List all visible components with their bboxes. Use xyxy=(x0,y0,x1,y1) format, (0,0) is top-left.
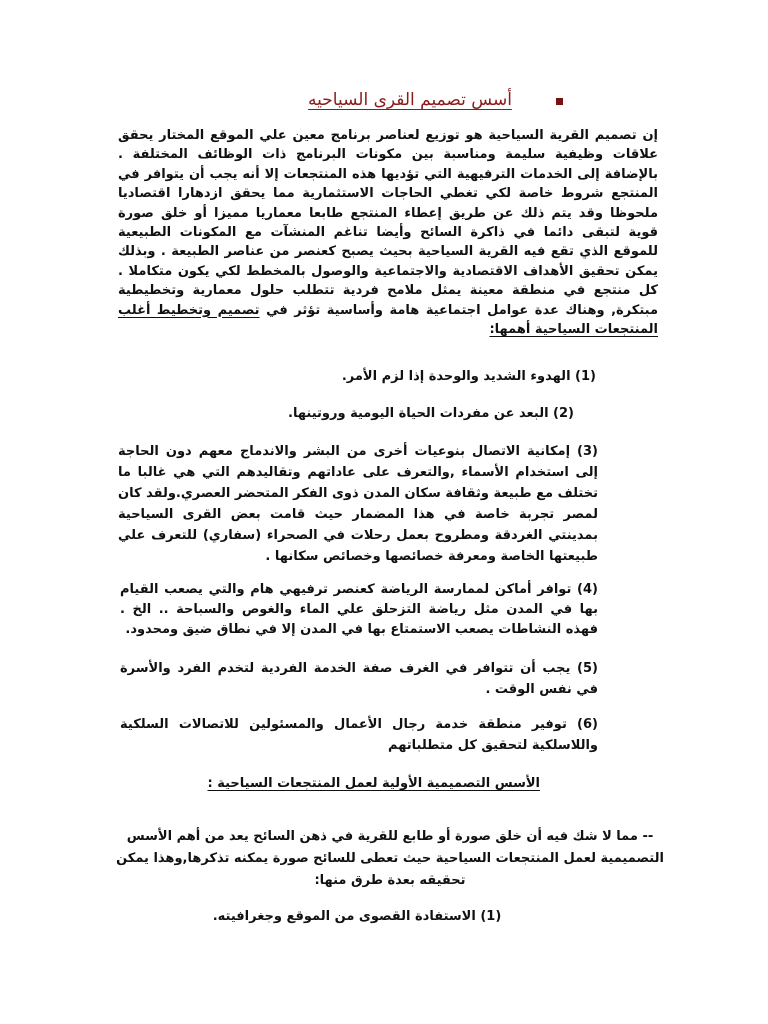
section-heading: الأسس التصميمية الأولية لعمل المنتجعات السياحية : xyxy=(207,776,540,791)
list-item-method-1: (1) الاستفادة القصوى من الموقع وجغرافيته. xyxy=(212,909,502,924)
list-item-2: (2) البعد عن مفردات الحياة اليومية وروتينها. xyxy=(288,406,574,421)
list-item-5: (5) يجب أن تتوافر في الغرف صفة الخدمة الفردية لتخدم الفرد والأسرة في نفس الوقت . xyxy=(120,661,598,697)
page-title: أسس تصميم القرى السياحيه xyxy=(308,90,512,110)
square-bullet-icon xyxy=(556,98,563,105)
list-item-4: (4) توافر أماكن لممارسة الرياضة كعنصر ترفيهي هام والتي يصعب القيام بها في المدن مثل رياضة التزحلق علي الماء والغوص والسباحة .. الخ . فهذه النشاطات يصعب الاستمتاع بها في المدن إلا في نطاق ضيق ومحدود. xyxy=(120,582,598,637)
list-item-6: (6) توفير منطقة خدمة رجال الأعمال والمسئولين للاتصالات السلكية واللاسلكية لتحقيق كل متطلباتهم xyxy=(120,717,598,753)
list-item-1: (1) الهدوء الشديد والوحدة إذا لزم الأمر. xyxy=(341,369,596,384)
intro-paragraph xyxy=(118,126,658,339)
intro-underlined-tail: تصميم وتخطيط أغلب المنتجعات السياحية أهمها: xyxy=(118,302,658,338)
list-item-3: (3) إمكانية الاتصال بنوعيات أخرى من البشر والاندماج معهم دون الحاجة إلى استخدام الأسماء ,والتعرف على عاداتهم وتقاليدهم التي هي غالبا ما تختلف مع طبيعة وثقافة سكان المدن ذوى الفكر المتحضر العصري.ولقد كان لمصر تجربة خاصة في هذا المضمار حيث قامت بعض القرى السياحية بمدينتي الغردقة ومطروح بعمل رحلات في الصحراء (سفاري) للتعرف علي طبيعتها الخاصة ومعرفة خصائصها وخصائص سكانها . xyxy=(118,444,598,564)
title-row xyxy=(0,90,768,120)
intro-text: إن تصميم القرية السياحية هو توزيع لعناصر برنامج معين علي الموقع المختار يحقق علاقات وظيفية سليمة ومناسبة بين مكونات البرنامج ذات الوظائف المختلفة . بالإضافة إلى الخدمات الترفيهية التي تؤديها هذه المنتجعات إلا أنه يجب أن يتوافر في المنتجع شروط خاصة لكي تغطي الحاجات الاستثمارية مما يحقق ازدهارا اقتصاديا ملحوظا وقد يتم ذلك عن طريق إعطاء المنتجع طابعا معماريا مميزا أو خلق صورة قوية لتبقى دائما في ذاكرة السائح وأيضا تناغم المنشآت مع المكونات الطبيعية للموقع الذي تقع فيه القرية السياحية بحيث يصبح كعنصر من عناصر الطبيعة . وبذلك يمكن تحقيق الأهداف الاقتصادية والاجتماعية والوصول بالمخطط لكي يكون متكاملا . كل منتجع في منطقة معينة يمثل ملامح فردية تتطلب حلول معمارية وتخطيطية مبتكرة, وهناك عدة عوامل اجتماعية هامة وأساسية تؤثر في xyxy=(118,128,658,318)
closing-paragraph: -- مما لا شك فيه أن خلق صورة أو طابع للقرية في ذهن السائح يعد من أهم الأسس التصميمية لعمل المنتجعات السياحية حيث تعطى للسائح صورة يمكنه تذكرها,وهذا يمكن تحقيقه بعدة طرق منها: xyxy=(116,829,664,888)
